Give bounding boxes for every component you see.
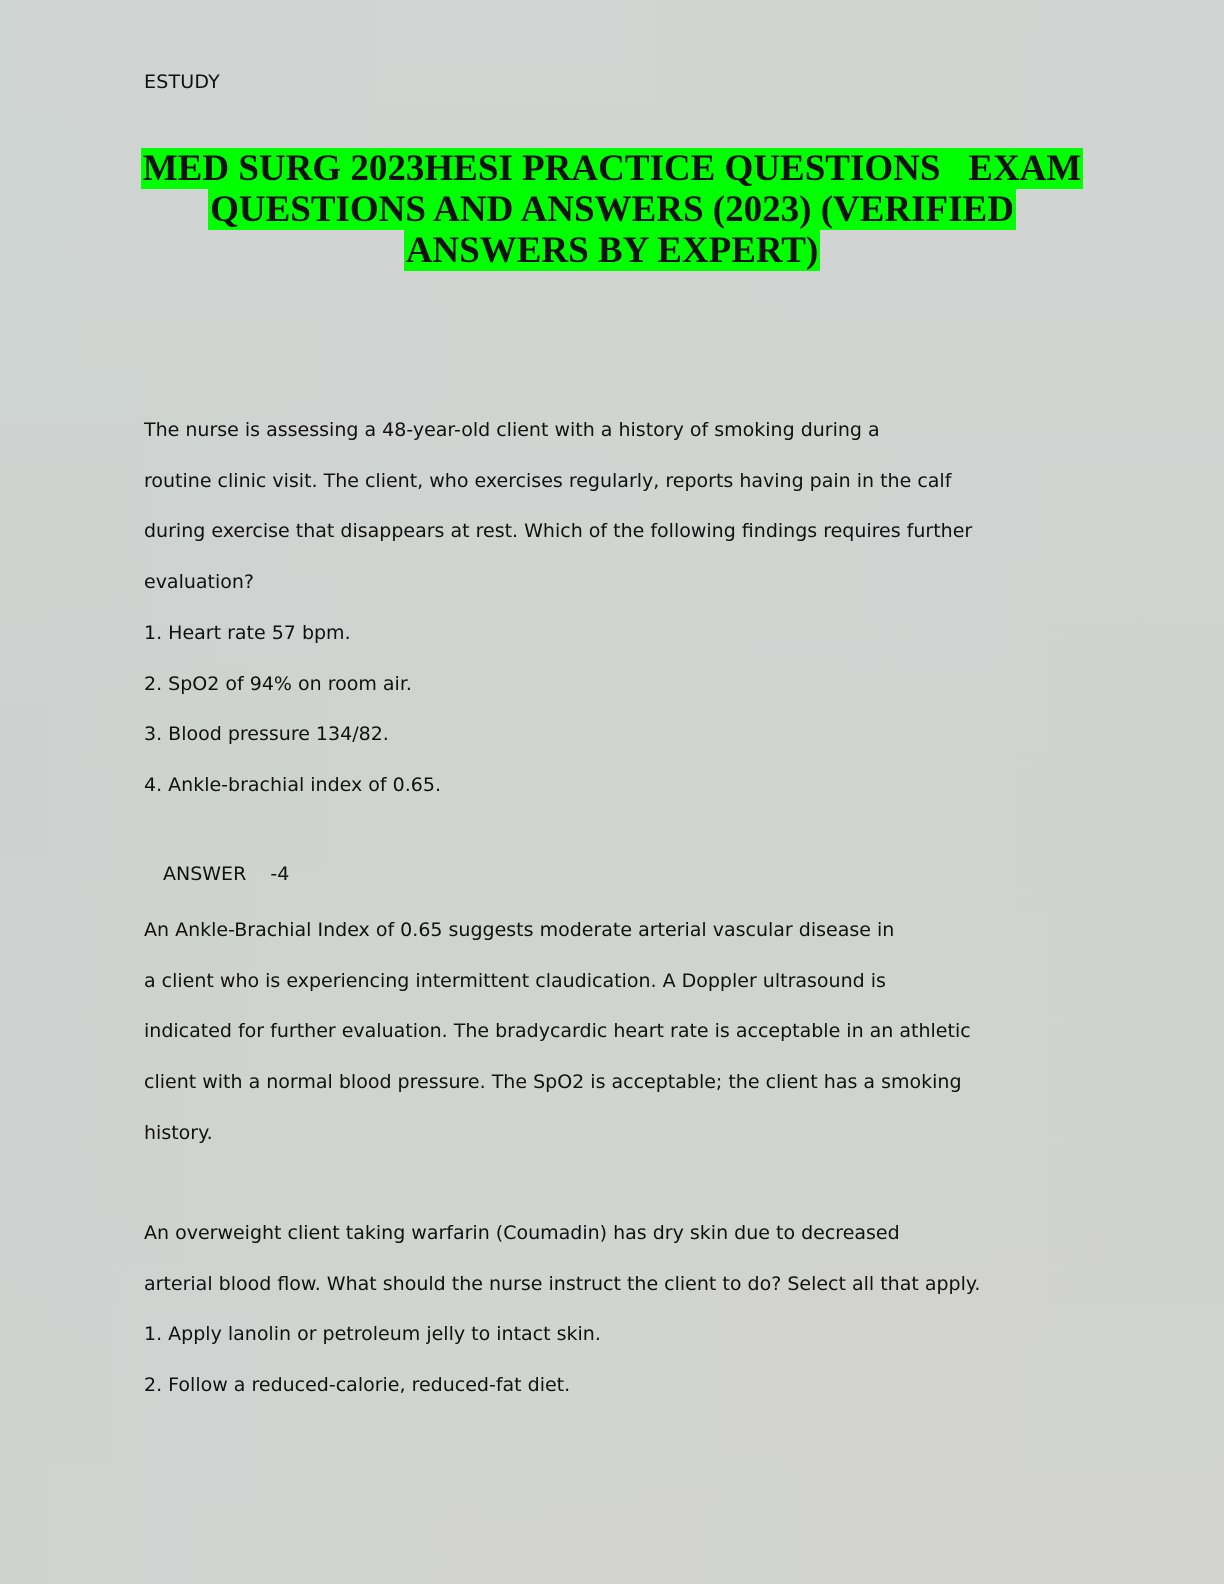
brand-label: ESTUDY	[144, 71, 220, 93]
question-1	[144, 405, 973, 811]
question-2-stem-line: An overweight client taking warfarin (Coumadin) has dry skin due to decreased	[144, 1222, 900, 1244]
question-2-option: 2. Follow a reduced-calorie, reduced-fat diet.	[144, 1374, 571, 1397]
explanation-line: history.	[144, 1121, 213, 1144]
question-2-stem-line: arterial blood flow. What should the nurse instruct the client to do? Select all that apply.	[144, 1272, 981, 1295]
explanation-line: An Ankle-Brachial Index of 0.65 suggests moderate arterial vascular disease in	[144, 919, 895, 941]
question-1-option: 2. SpO2 of 94% on room air.	[144, 672, 412, 695]
explanation-line: indicated for further evaluation. The bradycardic heart rate is acceptable in an athletic	[144, 1020, 971, 1043]
question-1-stem-line: evaluation?	[144, 571, 255, 594]
title-line-1: MED SURG 2023HESI PRACTICE QUESTIONS EXAM	[142, 148, 1082, 189]
title-line-3: ANSWERS BY EXPERT)	[405, 230, 819, 271]
question-1-answer-label: ANSWER -4	[163, 863, 290, 885]
question-1-option: 1. Heart rate 57 bpm.	[144, 621, 351, 644]
title-line-2: QUESTIONS AND ANSWERS (2023) (VERIFIED	[210, 189, 1014, 230]
question-1-explanation	[144, 905, 971, 1159]
question-1-stem-line: during exercise that disappears at rest. Which of the following findings requires further	[144, 520, 973, 543]
question-1-option: 4. Ankle-brachial index of 0.65.	[144, 773, 441, 796]
question-2	[144, 1208, 981, 1411]
explanation-line: a client who is experiencing intermittent claudication. A Doppler ultrasound is	[144, 969, 886, 992]
question-2-option: 1. Apply lanolin or petroleum jelly to intact skin.	[144, 1323, 601, 1346]
question-1-stem-line: The nurse is assessing a 48-year-old client with a history of smoking during a	[144, 419, 880, 441]
document-title	[130, 148, 1094, 271]
question-1-stem-line: routine clinic visit. The client, who exercises regularly, reports having pain in the calf	[144, 469, 952, 492]
question-1-option: 3. Blood pressure 134/82.	[144, 723, 389, 746]
explanation-line: client with a normal blood pressure. The SpO2 is acceptable; the client has a smoking	[144, 1071, 962, 1094]
